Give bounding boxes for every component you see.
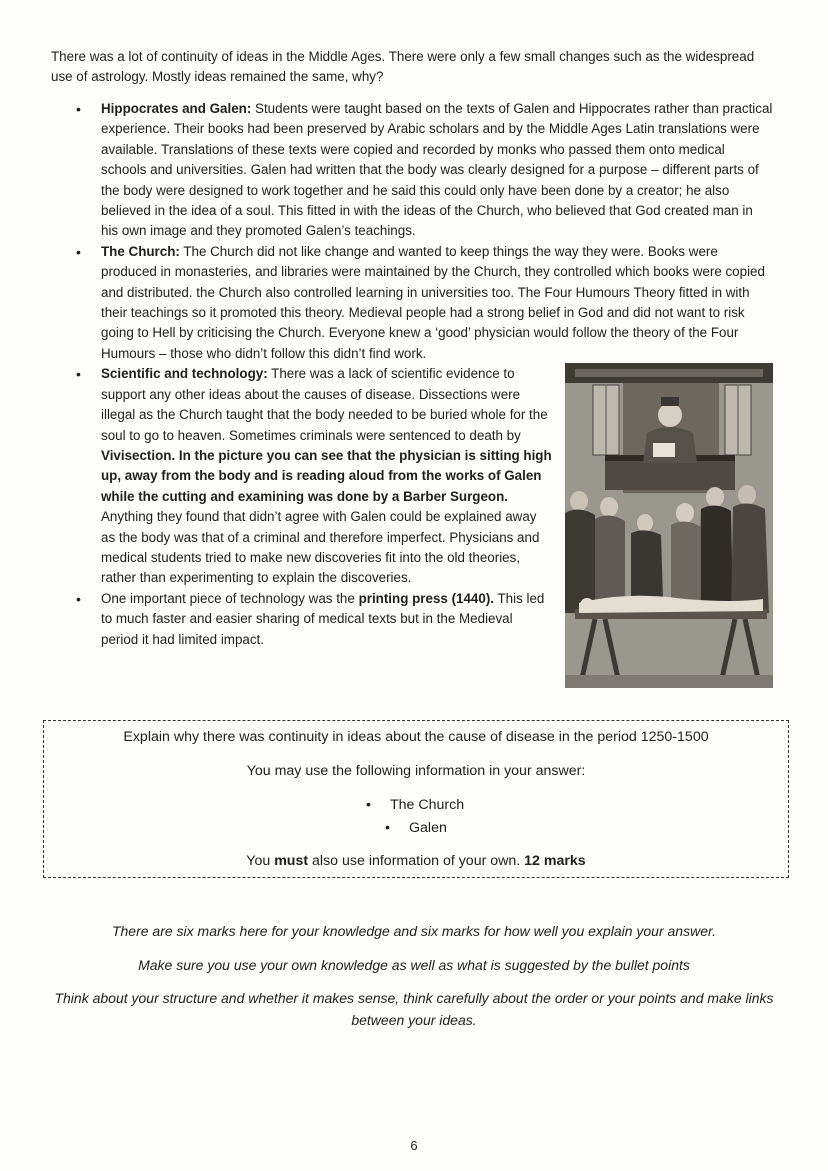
question-item-galen: Galen [409,820,447,836]
bullet-heading: Hippocrates and Galen: [101,101,252,116]
bullet-scientific-technology [51,364,553,588]
bullet-dot: • [385,820,390,836]
bullet-printing-press [51,589,553,650]
exam-question-box [43,720,789,878]
marks-label: 12 marks [524,853,586,869]
bullet-heading: The Church: [101,243,180,259]
bullet-text: Anything they found that didn’t agree with Galen could be explained away as the body was that of a criminal and therefore imperfect. Physicians and medical students tried to make new discoveries fit into the old theories, rather than experimenting to explain the discoveries. [101,509,540,586]
page-number: 6 [410,1138,418,1153]
bullet-dot: • [76,243,81,260]
question-item-church: The Church [390,797,465,813]
bullet-dot: • [76,101,81,117]
note-own-knowledge: Make sure you use your own knowledge as well as what is suggested by the bullet points [138,957,690,973]
note-marks: There are six marks here for your knowledge and six marks for how well you explain your answer. [111,923,717,939]
bullet-dot: • [366,797,371,813]
bullet-dot: • [76,590,81,607]
bullet-dot: • [76,366,81,383]
bullet-text: One important piece of technology was the [101,590,359,606]
bullet-text: This led to much faster and easier sharing of medical texts but in the Medieval period it had limited impact. [101,590,545,647]
question-info-instruction: You may use the following information in your answer: [246,763,586,779]
note-structure: Think about your structure and whether it makes sense, think carefully about the order or your points and make links between your ideas. [54,990,774,1028]
question-own-knowledge: You must also use information of your own. 12 marks [246,853,586,869]
bullet-bold-text: Vivisection. In the picture you can see that the physician is sitting high up, away from the body and is reading aloud from the works of Galen while the cutting and examining was done by a Barber Surgeon. [101,447,552,504]
bullet-text: Students were taught based on the texts of Galen and Hippocrates rather than practical experience. Their books had been preserved by Arabic scholars and by the Middle Ages Latin translations were available. Translations of these texts were copied and recorded by monks who passed them onto medical schools and universities. Galen had written that the body was clearly designed for a purpose – different parts of the body were designed to work together and he said this could only have been done by a creator; he also believed in the idea of a soul. This fitted in with the ideas of the Church, who believed that God created man in his own image and they promoted Galen’s teachings. [101,101,773,239]
bullet-text: There was a lack of scientific evidence to support any other ideas about the causes of disease. Dissections were illegal as the Church taught that the body needed to be buried whole for the soul to go to heaven. Sometimes criminals were sentenced to death by [101,366,548,443]
bullet-text: The Church did not like change and wanted to keep things the way they were. Books were produced in monasteries, and libraries were maintained by the Church, they controlled which books were copied and distributed. the Church also controlled learning in universities too. The Four Humours Theory fitted in with their teachings so it promoted this theory. Medieval people had a strong belief in God and did not want to risk going to Hell by criticising the Church. Everyone knew a ‘good’ physician would follow the theory of the Four Humours – those who didn’t follow this didn’t find work. [101,243,765,361]
dissection-illustration [565,363,773,688]
bullet-church [51,242,773,364]
bullet-hippocrates-galen [51,99,773,242]
question-prompt: Explain why there was continuity in ideas about the cause of disease in the period 1250-1500 [123,729,709,745]
intro-paragraph: There was a lot of continuity of ideas in the Middle Ages. There were only a few small changes such as the widespread use of astrology. Mostly ideas remained the same, why? [51,49,755,85]
bullet-heading: Scientific and technology: [101,366,268,382]
bullet-bold-text: printing press (1440). [358,590,494,606]
